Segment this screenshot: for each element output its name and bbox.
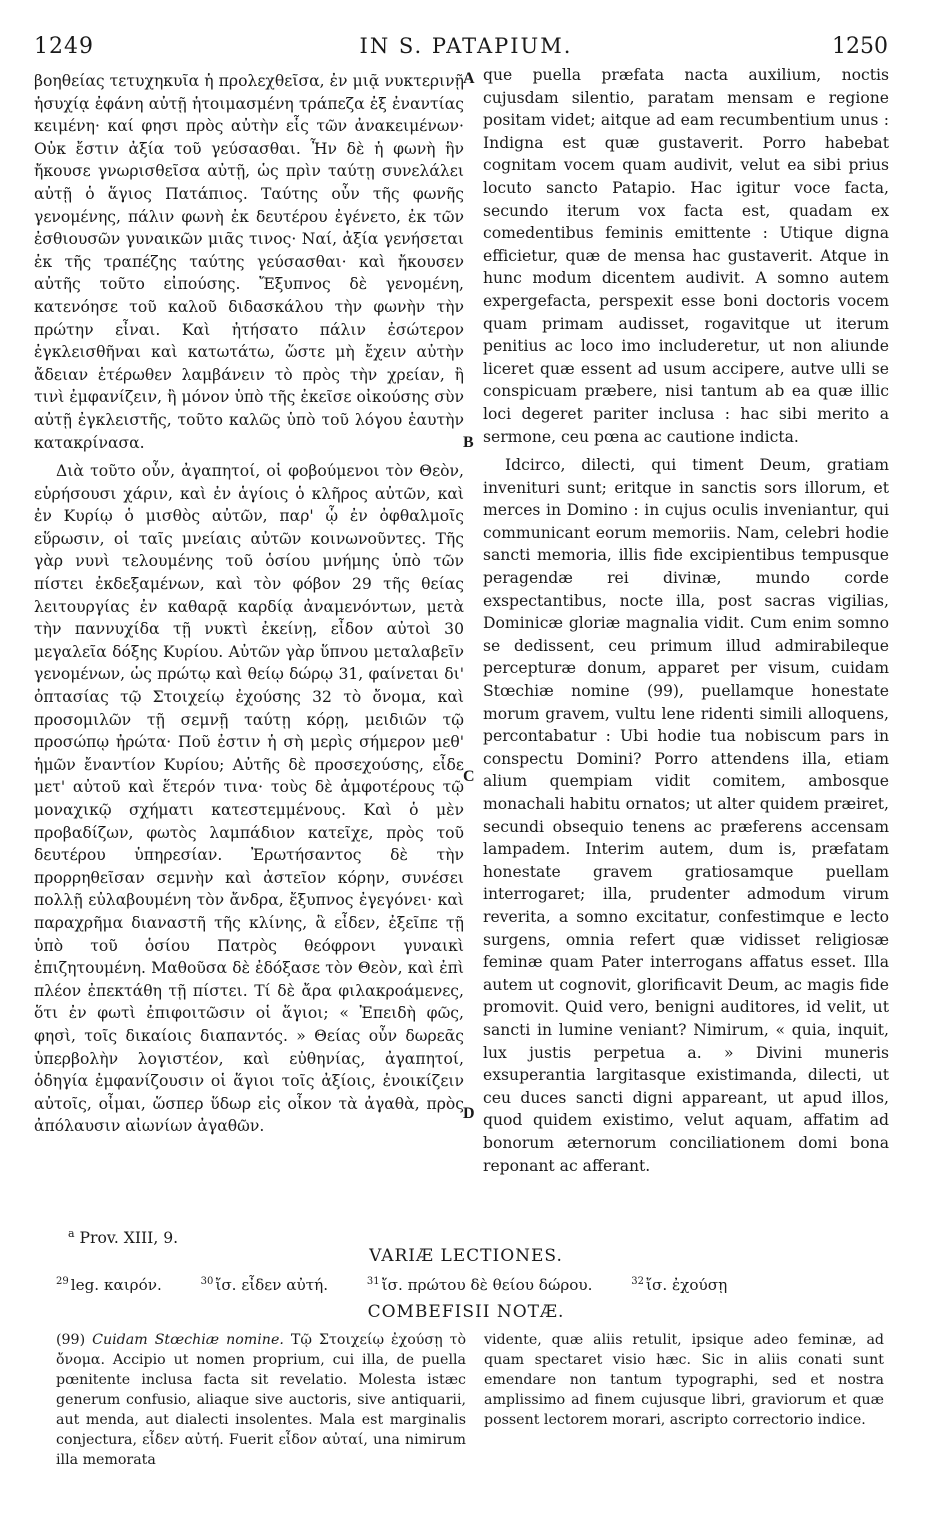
page-number-left: 1249	[34, 34, 94, 59]
variant-number: 29	[56, 1276, 69, 1287]
greek-paragraph-1: βοηθείας τετυχηκυῖα ἡ προλεχθεῖσα, ἐν μιᾷ νυκτερινῇ ἡσυχίᾳ ἐφάνη αὐτῇ ἡτοιμασμένη τράπεζα ἐξ ἐναντίας κειμένη· καί φησι πρὸς αὐτὴν εἷς τῶν ἀνακειμένων· Οὐκ ἔστιν ἀξία τοῦ γεύσασθαι. Ἦν δὲ ἡ φωνὴ ἣν ἤκουσε γνωρισθεῖσα αὐτῇ, ὡς πρὶν ταύτῃ συνελάλει αὐτῇ ὁ ἅγιος Πατάπιος. Ταύτης οὖν τῆς φωνῆς γενομένης, πάλιν φωνὴ ἐκ δευτέρου ἐγένετο, ἐκ τῶν ἐσθιουσῶν γυναικῶν μιᾶς τινος· Ναί, ἀξία γενήσεται ἐκ τῆς τραπέζης ταύτης γεύσασθαι· καὶ ἤκουσεν αὐτῆς τοῦτο εἰπούσης. Ἔξυπνος δὲ γενομένη, κατενόησε τοῦ καλοῦ διδασκάλου τὴν φωνὴν τὴν πρώτην εἶναι. Καὶ ἠτήσατο πάλιν ἐσώτερον ἐγκλεισθῆναι καὶ κατωτάτω, ὥστε μὴ ἔχειν αὐτὴν ἄδειαν ἑτέρωθεν λαμβάνειν τὸ πρὸς τὴν χρείαν, ἢ τινὶ ἐμφανίζειν, ἢ μόνον ὑπὸ τῆς ἐκεῖσε οἰκούσης σὺν αὐτῇ ἐγκλειστῆς, τοῦτο καλῶς ὑπὸ τοῦ λόγου ἑαυτὴν κατακρίνασα.	[34, 72, 464, 452]
margin-marker-a: A	[463, 70, 475, 87]
margin-marker-c: C	[463, 768, 475, 785]
latin-column	[483, 64, 889, 1177]
notes-left-column	[56, 1330, 466, 1470]
footnote	[68, 1227, 178, 1247]
variant-number: 32	[631, 1276, 645, 1287]
variant-item	[201, 1276, 328, 1294]
greek-paragraph-2: Διὰ τοῦτο οὖν, ἀγαπητοί, οἱ φοβούμενοι τὸν Θεὸν, εὑρήσουσι χάριν, καὶ ἐν ἁγίοις ὁ κλῆρος αὐτῶν, καὶ ἐν Κυρίῳ ὁ μισθὸς αὐτῶν, παρ' ᾧ ἐν ὀφθαλμοῖς εὕρωσιν, οἱ ταῖς μνείαις αὐτῶν κοινωνοῦντες. Τῆς γὰρ νυνὶ τελουμένης τοῦ ὁσίου μνήμης ὑπὸ τῶν πίστει ἐκδεξαμένων, καὶ τὸν φόβον 29 τῆς θείας λειτουργίας ἐν καθαρᾷ καρδίᾳ ἀναμενόντων, μετὰ τὴν παννυχίδα τῇ νυκτὶ ἐκείνῃ, εἶδον αὐτοὶ 30 μεγαλεῖα δόξης Κυρίου. Αὐτῶν γὰρ ὕπνου μεταλαβεῖν γενομένων, ὡς πρώτῳ καὶ θείῳ δώρῳ 31, φαίνεται δι' ὀπτασίας τῷ Στοιχείῳ ἐχούσης 32 τὸ ὄνομα, καὶ προσομιλῶν τῇ σεμνῇ ταύτῃ κόρῃ, μειδιῶν τῷ προσώπῳ ἠρώτα· Ποῦ ἐστιν ἡ σὴ μερὶς σήμερον μεθ' ἡμῶν ἔναντίον Κυρίου; Αὐτῆς δὲ προσεχούσης, εἶδε μετ' αὐτοῦ καὶ ἕτερόν τινα· τοὺς δὲ ἀμφοτέρους τῷ μοναχικῷ σχήματι κατεστεμμένους. Καὶ ὁ μὲν προβαδίζων, φωτὸς λαμπάδιον κατεῖχε, πρὸς τοῦ δευτέρου ὑπηρεσίαν. Ἐρωτήσαντος δὲ τὴν προρρηθεῖσαν σεμνὴν καὶ ἀστεῖον κόρην, συνέσει πολλῇ εὐλαβουμένη τὸν ἄνδρα, ἔξυπνος ἐγεγόνει· καὶ παραχρῆμα διαναστῆ τῆς κλίνης, ἃ εἶδεν, ἐξεῖπε τῇ ὑπὸ τοῦ ὁσίου Πατρὸς θεόφρονι γυναικὶ ἐπιζητουμένη. Μαθοῦσα δὲ ἐδόξασε τὸν Θεὸν, καὶ ἐπὶ πλέον ἐπεκτάθη τῇ πίστει. Τί δὲ ἄρα φιλακροάμενες, ὅτι ἐν φωτὶ ἐπιφοιτῶσιν οἱ ἅγιοι; « Ἐπειδὴ φῶς, φησὶ, τοῖς δικαίοις διαπαντός. » Θείας οὖν δωρεᾶς ὑπερβολὴν λογιστέον, καὶ εὐθηνίας, ἀγαπητοί, ὁδηγία ἐμφανίζουσιν οἱ ἅγιοι τοῖς ἀξίοις, ἐνοικίζειν αὐτοῖς, οἶμαι, ὥσπερ ὕδωρ εἰς οἶκον τὰ ἀγαθὰ, πρὸς ἀπόλαυσιν αἰωνίων ἀγαθῶν.	[34, 462, 464, 1136]
note-label: (99)	[56, 1332, 86, 1348]
note-text-left: Τῷ Στοιχείῳ ἐχούσῃ τὸ ὄνομα. Accipio ut nomen proprium, cui illa, de puella pœnitente inclusa facta sit revelatio. Molesta istæc generum confusio, aliaque sive auctoris, sive antiquarii, aut menda, aut dialecti insolentes. Mala est marginalis conjectura, εἶδεν αὐτή. Fuerit εἶδον αὐταί, una nimirum illa memorata	[56, 1332, 467, 1468]
note-lemma: Cuidam Stœchiæ nomine.	[92, 1332, 284, 1348]
variant-item	[631, 1276, 727, 1294]
margin-marker-d: D	[463, 1105, 475, 1122]
variant-item	[367, 1276, 593, 1294]
footnote-text: Prov. XIII, 9.	[79, 1229, 179, 1248]
page-number-right: 1250	[832, 34, 888, 59]
variae-lectiones-title: VARIÆ LECTIONES.	[369, 1246, 563, 1266]
margin-marker-b: B	[463, 434, 474, 451]
combefisii-notae-title: COMBEFISII NOTÆ.	[367, 1302, 565, 1322]
variant-number: 30	[200, 1276, 214, 1287]
note-text-right: vidente, quæ aliis retulit, ipsique adeo feminæ, ad quam spectaret visio hæc. Sic in aliis conati sunt emendare non tantum typographi, sed et nostra amplissimo ad finem cujusque libri, graviorum et quæ possent lectorem morari, ascripto correctorio indice.	[484, 1332, 884, 1428]
greek-column	[34, 70, 464, 1138]
variant-text: ἴσ. πρώτου δὲ θείου δώρου.	[381, 1276, 593, 1295]
variant-text: ἴσ. εἶδεν αὐτή.	[215, 1276, 329, 1295]
variant-text: leg. καιρόν.	[70, 1276, 162, 1295]
notes-right-column	[484, 1330, 884, 1430]
variant-text: ἴσ. ἐχούσῃ	[646, 1276, 728, 1295]
footnote-mark: a	[68, 1227, 75, 1240]
latin-paragraph-2: Idcirco, dilecti, qui timent Deum, gratiam invenituri sunt; eritque in sanctis sors illorum, et merces in Domino : in cujus oculis inveniantur, qui communicant eorum memoriis. Nam, celebri hodie sancti memoria, illis fide excipientibus tempusque peragendæ rei divinæ, mundo corde exspectantibus, nocte illa, post sacras vigilias, Dominicæ gloriæ magnalia vidit. Cum enim somno se dedissent, ceu primum illud admirabileque percepturæ donum, apparet per visum, cuidam Stœchiæ nomine (99), puellamque honestate morum gravem, vultu lene ridenti simili alloquens, percontabatur : Ubi hodie tua nobiscum pars in conspectu Domini? Porro attendens illa, etiam alium quempiam vidit comitem, ambosque monachali habitu ornatos; ut alter quidem præiret, secundi obsequio tenens ac præferens accensam lampadem. Interim autem, dum is, præfatam honestate gravem gratiosamque puellam interrogaret; illa, prudenter admodum virum reverita, a somno excitatur, confestimque e lecto surgens, omnia refert quæ vidisset religiosæ feminæ quam Pater interrogans affatus esset. Illa autem ut cognovit, glorificavit Deum, ac magis fide promovit. Quid vero, benigni auditores, id velit, ut sancti in lumine veniant? Nimirum, « quia, inquit, lux justis perpetua a. » Divini muneris exsuperantia largitasque existimanda, dilecti, ut ceu duces sancti digni appareant, ut apud illos, quod quidem existimo, velut aquam, affatim ad bonorum æternorum conciliationem domi bona reponant ac afferant.	[483, 456, 889, 1175]
variant-item	[56, 1276, 162, 1294]
variae-lectiones-list	[56, 1272, 906, 1295]
variant-number: 31	[366, 1276, 380, 1287]
running-title: IN S. PATAPIUM.	[359, 34, 573, 58]
latin-paragraph-1: que puella præfata nacta auxilium, noctis cujusdam silentio, paratam mensam e regione positam videt; aitque ad eam recumbentium unus : Indigna est quæ gustaverit. Porro habebat cognitam vocem quam audivit, velut ea sibi prius locuto sancto Patapio. Hac igitur voce facta, secundo iterum vox facta est, quadam ex comedentibus feminis emittente : Utique digna efficietur, quæ de mensa hac gustaverit. Atque in hunc modum dicentem audivit. A somno autem expergefacta, perspexit esse boni doctoris vocem quam primam audisset, rogavitque ut iterum penitius ac loco imo includeretur, ut non aliunde liceret quæ essent ad usum accipere, autve ulli se conspicuam præbere, nisi tantum ab ea quæ illic loci degeret pariter inclusa : hac sibi merito a sermone, ceu pœna ac cautione indicta.	[483, 66, 889, 446]
note-99	[56, 1330, 466, 1470]
